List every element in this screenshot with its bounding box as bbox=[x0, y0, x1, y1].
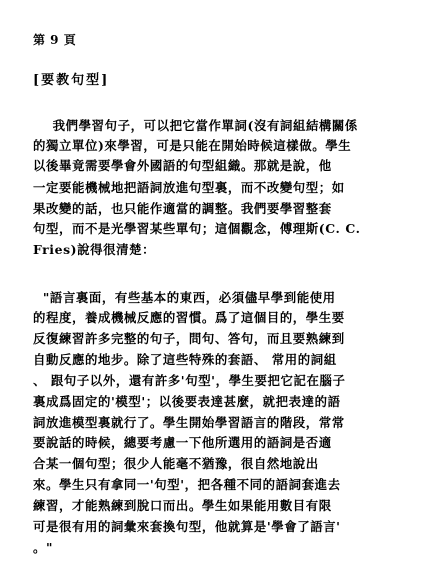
paragraph-line: 的獨立單位)來學習，可是只能在開始時候這樣做。學生 bbox=[33, 138, 352, 153]
quote-line: 來。學生只有拿同一'句型'，把各種不同的語詞套進去 bbox=[33, 477, 341, 492]
paragraph-line: 一定要能機械地把語詞放進句型裏，而不改變句型；如 bbox=[33, 180, 345, 195]
quote-line: 詞放進模型裏就行了。學生開始學習語言的階段，常常 bbox=[33, 415, 345, 430]
paragraph-line: Fries)說得很清楚： bbox=[33, 242, 156, 257]
section-heading: [要教句型] bbox=[33, 73, 110, 88]
paragraph-line: 果改變的話，也只能作適當的調整。我們要學習整套 bbox=[33, 201, 332, 216]
page-number: 第 9 頁 bbox=[33, 33, 77, 47]
paragraph-line: 我們學習句子，可以把它當作單詞(沒有詞組結構關係 bbox=[33, 118, 358, 133]
quote-line: 練習，才能熟練到脫口而出。學生如果能用數目有限 bbox=[33, 498, 332, 513]
quote-line: 要說話的時候，總要考慮一下他所選用的語詞是否適 bbox=[33, 435, 332, 450]
quote-line: 、 跟句子以外，還有許多'句型'，學生要把它記在腦子 bbox=[33, 373, 346, 388]
paragraph-line: 句型，而不是光學習某些單句；這個觀念，傅理斯(C. C. bbox=[33, 221, 361, 236]
paragraph-line: 以後畢竟需要學會外國語的句型組織。那就是說，他 bbox=[33, 158, 332, 173]
quote-line: 的程度，養成機械反應的習慣。爲了這個目的，學生要 bbox=[33, 310, 345, 325]
quote-line: 反復練習許多完整的句子，問句、答句，而且要熟練到 bbox=[33, 331, 345, 346]
quote-line: 裏成爲固定的'模型'；以後要表達甚麼，就把表達的語 bbox=[33, 394, 341, 409]
quote-line: "語言裏面，有些基本的東西，必須儘早學到能使用 bbox=[33, 290, 336, 305]
quote-line: 可是很有用的詞彙來套換句型，他就算是'學會了語言' bbox=[33, 519, 341, 534]
quote-line: 。" bbox=[33, 540, 54, 555]
quote-line: 合某一個句型；很少人能毫不猶豫，很自然地說出 bbox=[33, 456, 319, 471]
quote-line: 自動反應的地步。除了這些特殊的套語、 常用的詞組 bbox=[33, 352, 337, 367]
